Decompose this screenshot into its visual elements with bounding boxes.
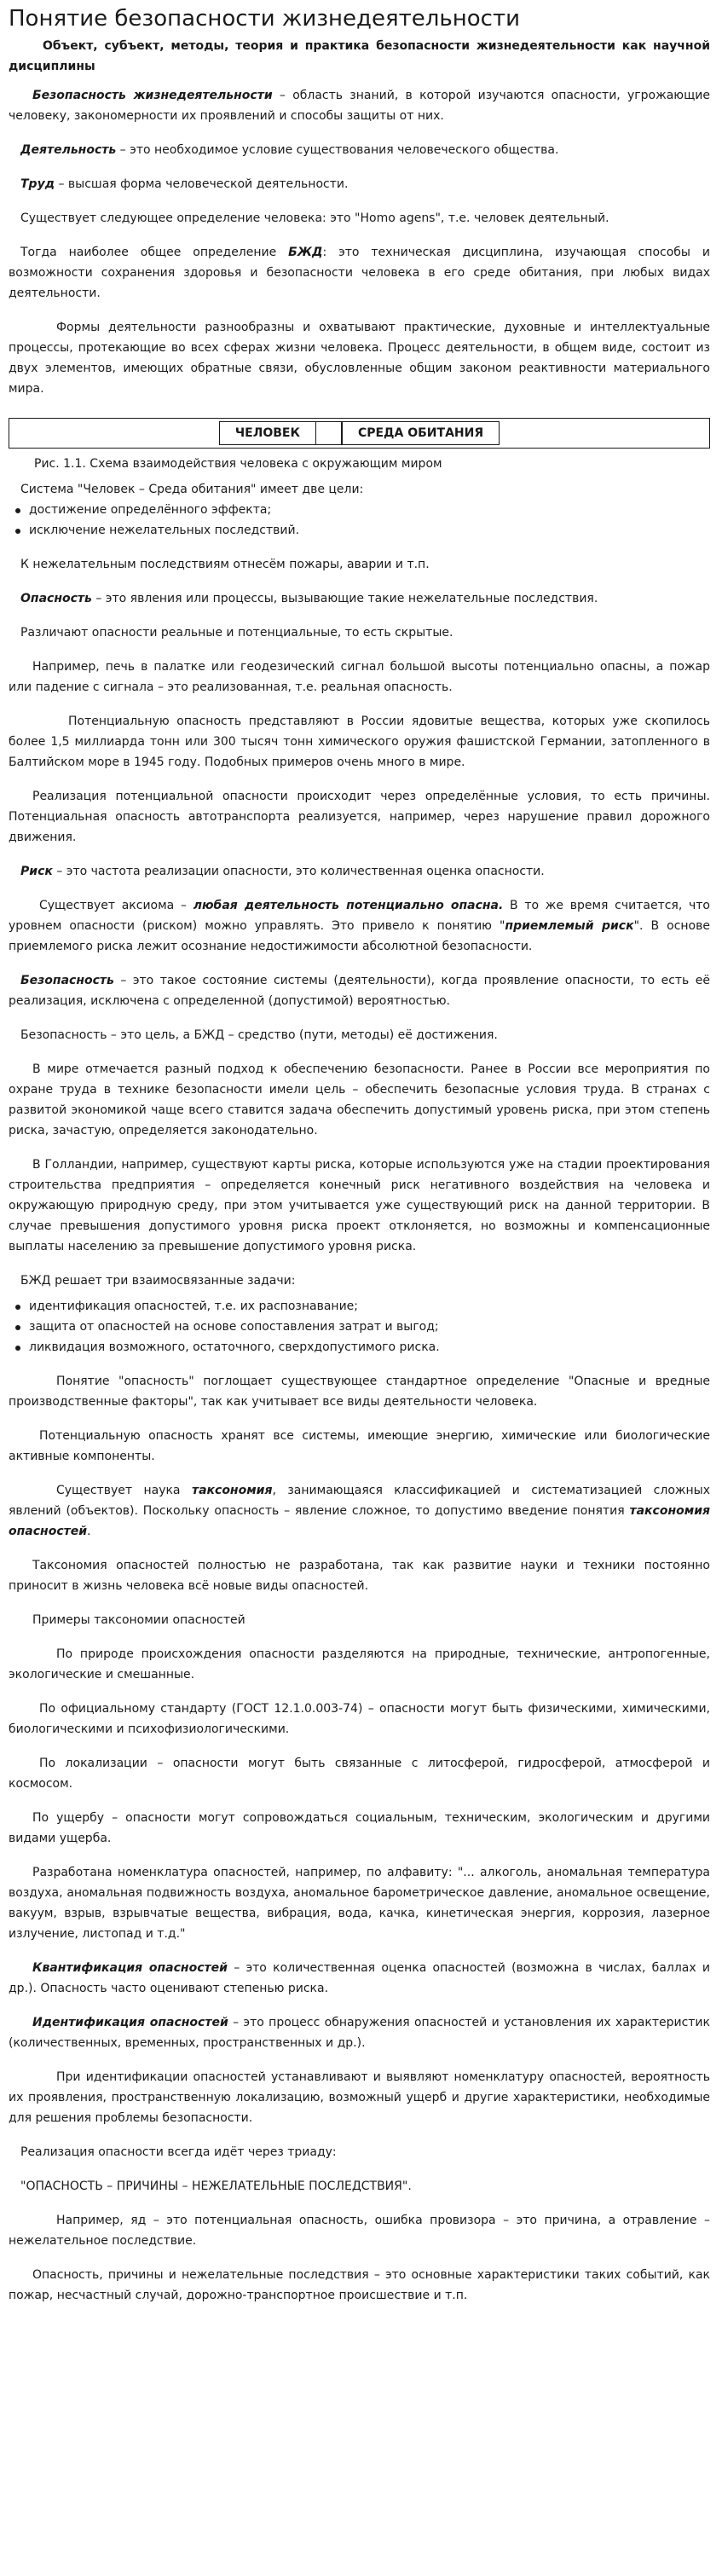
text: В то же время считается, что уровнем опасности (риском) можно управлять. Это привело к понятию " (9, 899, 710, 933)
paragraph-triad: "ОПАСНОСТЬ – ПРИЧИНЫ – НЕЖЕЛАТЕЛЬНЫЕ ПОСЛЕДСТВИЯ". (20, 2179, 412, 2193)
paragraph-identification-details: При идентификации опасностей устанавливают и выявляют номенклатуру опасностей, вероятность их проявления, пространственную локализацию, возможный ущерб и другие характеристики, необходимые для решения проблемы безопасности. (9, 2070, 710, 2125)
term: любая деятельность потенциально опасна. (193, 899, 504, 912)
paragraph-realization: Реализация потенциальной опасности происходит через определённые условия, то есть причины. Потенциальная опасность автотранспорта реализуется, например, через нарушение правил дорожного движения. (9, 790, 710, 844)
text: – это частота реализации опасности, это количественная оценка опасности. (52, 865, 545, 878)
text: : это техническая дисциплина, изучающая способы и возможности сохранения здоровья и безопасности человека в его среде обитания, при любых видах деятельности. (9, 246, 710, 300)
page-title: Понятие безопасности жизнедеятельности (9, 6, 520, 32)
paragraph-by-localization: По локализации – опасности могут быть связанные с литосферой, гидросферой, атмосферой и космосом. (9, 1757, 710, 1791)
text: – это процесс обнаружения опасностей и установления их характеристик (количественных, временных, пространственных и др.). (9, 2016, 710, 2050)
paragraph-example-stove: Например, печь в палатке или геодезический сигнал большой высоты потенциально опасны, а пожар или падение с сигнала – это реализованная, т.е. реальная опасность. (9, 660, 710, 694)
paragraph-energy-systems: Потенциальную опасность хранят все системы, имеющие энергию, химические или биологические активные компоненты. (9, 1429, 710, 1463)
term: Безопасность (20, 974, 114, 987)
term: таксономия опасностей (9, 1504, 710, 1538)
paragraph-three-tasks: БЖД решает три взаимосвязанные задачи: (20, 1274, 296, 1288)
text: ". В основе приемлемого риска лежит осознание недостижимости абсолютной безопасности. (9, 919, 710, 953)
term: Квантификация опасностей (32, 1961, 228, 1975)
paragraph-bzhd-definition (9, 85, 710, 126)
term: Риск (20, 865, 53, 878)
paragraph-goal-means: Безопасность – это цель, а БЖД – средство (пути, методы) её достижения. (20, 1028, 498, 1042)
text: – высшая форма человеческой деятельности. (55, 177, 349, 191)
paragraph-system-goals: Система "Человек – Среда обитания" имеет две цели: (20, 483, 364, 496)
paragraph-by-standard: По официальному стандарту (ГОСТ 12.1.0.003-74) – опасности могут быть физическими, химическими, биологическими и психофизиологическими. (9, 1702, 710, 1736)
text: . (87, 1525, 91, 1538)
text: – это такое состояние системы (деятельности), когда проявление опасности, то есть её реализация, исключена с определенной (допустимой) вероятностью. (9, 974, 710, 1008)
tasks-list (9, 1296, 710, 1357)
paragraph-potential-russia: Потенциальную опасность представляют в России ядовитые вещества, которых уже скопилось более 1,5 миллиарда тонн или 300 тысяч тонн химического оружия фашистской Германии, затопленного в Балтийском море в 1945 году. Подобных примеров очень много в мире. (9, 715, 710, 769)
term: Идентификация опасностей (32, 2016, 228, 2029)
paragraph-nomenclature: Разработана номенклатура опасностей, например, по алфавиту: "... алкоголь, аномальная температура воздуха, аномальная подвижность воздуха, аномальное барометрическое давление, аномальное освещение, вакуум, взрыв, взрывчатые вещества, вибрация, вода, качка, кинетическая энергия, коррозия, лазерное излучение, листопад и т.д." (9, 1866, 710, 1941)
paragraph-activity-forms: Формы деятельности разнообразны и охватывают практические, духовные и интеллектуальные процессы, протекающие во всех сферах жизни человека. Процесс деятельности, в общем виде, состоит из двух элементов, имеющих обратные связи, обусловленные общим законом реактивности материального мира. (9, 321, 710, 396)
paragraph-world-approach: В мире отмечается разный подход к обеспечению безопасности. Ранее в России все мероприятия по охране труда в технике безопасности имели цель – обеспечить безопасные условия труда. В странах с развитой экономикой чаще всего ставится задача обеспечить допустимый уровень риска, при этом степень риска, зачастую, определяется законодательно. (9, 1062, 710, 1137)
paragraph-identification (9, 2012, 710, 2053)
paragraph-taxonomy (9, 1480, 710, 1542)
list-item: исключение нежелательных последствий. (29, 520, 710, 541)
paragraph-danger-concept: Понятие "опасность" поглощает существующее стандартное определение "Опасные и вредные производственные факторы", так как учитывает все виды деятельности человека. (9, 1375, 710, 1409)
goals-list (9, 500, 710, 541)
paragraph-main-characteristics: Опасность, причины и нежелательные последствия – это основные характеристики таких событий, как пожар, несчастный случай, дорожно-транспортное происшествие и т.п. (9, 2268, 710, 2302)
interaction-scheme (9, 418, 710, 449)
term: Труд (20, 177, 55, 191)
term: БЖД (288, 246, 323, 259)
paragraph-triad-intro: Реализация опасности всегда идёт через триаду: (20, 2145, 337, 2159)
list-item: достижение определённого эффекта; (29, 500, 710, 520)
text: – это необходимое условие существования человеческого общества. (116, 143, 559, 157)
paragraph-risk (9, 861, 710, 882)
text: Существует аксиома – (39, 899, 193, 912)
paragraph-quantification (9, 1958, 710, 1999)
paragraph-axiom (9, 895, 710, 957)
paragraph-activity (9, 140, 710, 160)
paragraph-by-origin: По природе происхождения опасности разделяются на природные, технические, антропогенные, экологические и смешанные. (9, 1647, 710, 1682)
term: Опасность (20, 592, 92, 605)
scheme-environment-box: СРЕДА ОБИТАНИЯ (342, 421, 500, 445)
paragraph-homo-agens: Существует следующее определение человека: это "Homo agens", т.е. человек деятельный. (20, 211, 609, 225)
text: , занимающаяся классификацией и систематизацией сложных явлений (объектов). Поскольку опасность – явление сложное, то допустимо введение понятия (9, 1484, 710, 1518)
term: таксономия (191, 1484, 273, 1497)
scheme-human-box: ЧЕЛОВЕК (219, 421, 316, 445)
paragraph-taxonomy-undeveloped: Таксономия опасностей полностью не разработана, так как развитие науки и техники постоянно приносит в жизнь человека всё новые виды опасностей. (9, 1559, 710, 1593)
scheme-arrow-space (316, 421, 342, 445)
text: Существует наука (56, 1484, 192, 1497)
paragraph-real-potential: Различают опасности реальные и потенциальные, то есть скрытые. (20, 626, 453, 640)
text: – это явления или процессы, вызывающие такие нежелательные последствия. (91, 592, 598, 605)
list-item: ликвидация возможного, остаточного, сверхдопустимого риска. (29, 1337, 710, 1357)
text: – область знаний, в которой изучаются опасности, угрожающие человеку, закономерности их проявлений и способы защиты от них. (9, 89, 710, 123)
paragraph-labour (9, 174, 710, 194)
figure-caption: Рис. 1.1. Схема взаимодействия человека с окружающим миром (34, 457, 442, 471)
paragraph-safety (9, 970, 710, 1011)
text: – это количественная оценка опасностей (возможна в числах, баллах и др.). Опасность часто оценивают степенью риска. (9, 1961, 711, 1995)
term: приемлемый риск (505, 919, 634, 933)
paragraph-taxonomy-examples: Примеры таксономии опасностей (32, 1613, 245, 1627)
paragraph-netherlands: В Голландии, например, существуют карты риска, которые используются уже на стадии проектирования строительства предприятия – определяется конечный риск негативного воздействия на человека и окружающую природную среду, при этом учитывается уже существующий риск на данной территории. В случае превышения допустимого уровня риска проект отклоняется, но возможны и компенсационные выплаты населению за превышение допустимого уровня риска. (9, 1158, 710, 1253)
term: Деятельность (20, 143, 117, 157)
term: Безопасность жизнедеятельности (32, 89, 273, 102)
paragraph-bzhd-general (9, 242, 710, 304)
subtitle: Объект, субъект, методы, теория и практика безопасности жизнедеятельности как научной дисциплины (9, 39, 710, 73)
text: Тогда наиболее общее определение (20, 246, 289, 259)
list-item: защита от опасностей на основе сопоставления затрат и выгод; (29, 1317, 710, 1337)
paragraph-by-damage: По ущербу – опасности могут сопровождаться социальным, техническим, экологическим и другими видами ущерба. (9, 1811, 710, 1845)
list-item: идентификация опасностей, т.е. их распознавание; (29, 1296, 710, 1317)
paragraph-danger (9, 588, 710, 609)
paragraph-undesired: К нежелательным последствиям отнесём пожары, аварии и т.п. (20, 558, 430, 571)
paragraph-poison-example: Например, яд – это потенциальная опасность, ошибка провизора – это причина, а отравление – нежелательное последствие. (9, 2214, 710, 2248)
